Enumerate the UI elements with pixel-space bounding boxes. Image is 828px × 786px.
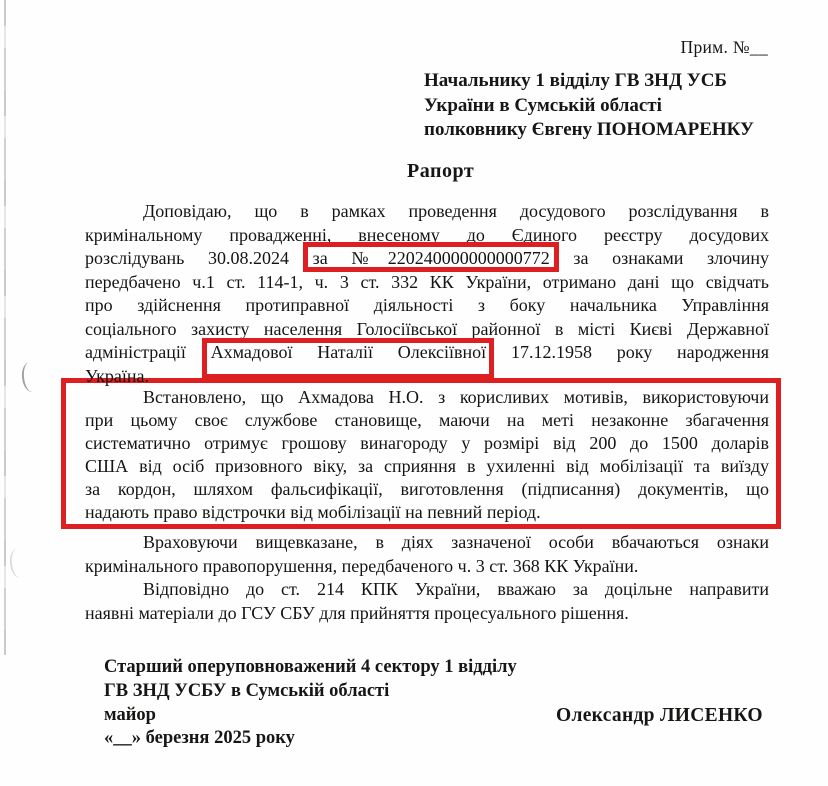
scan-curve-mark [20,361,41,393]
case-number-highlight-box: за №220240000000000772 [312,248,550,268]
text-line [85,224,769,248]
paragraph [85,578,769,625]
text-segment: за ознаками злочину [549,248,769,268]
text-line [85,318,769,342]
addressee-block [424,69,804,143]
text-segment: Встановлено, що Ахмадова Н.О. з корисливих мотивів, використовуючи [143,387,769,407]
text-segment: систематично отримує грошову винагороду у розмірі від 200 до 1500 доларів [85,433,769,453]
text-line [85,200,769,224]
text-line [85,271,769,295]
text-segment: Україна. [85,365,150,386]
text-segment: 17.12.1958 року народження [486,342,769,362]
text-segment: США від осіб призовного віку, за сприяння в ухиленні від мобілізації та виїзду [85,456,769,476]
text-segment: за кордон, шляхом фальсифікації, виготовлення (підписання) документів, що [85,479,769,499]
text-segment: про здійснення протиправної діяльності з боку начальника Управління [85,295,769,315]
text-line [85,578,769,602]
text-line [85,386,769,409]
scan-edge-artifact [4,0,6,655]
signature-date-line: «__» березня 2025 року [104,728,295,749]
text-segment: адміністрації [85,342,211,362]
text-segment: Відповідно до ст. 214 КПК України, вважаю за доцільне направити [143,579,769,599]
person-name-highlight-box: Ахмадової Наталії Олексіївної [210,342,487,362]
signatory-position-line-2: ГВ ЗНД УСБУ в Сумській області [104,680,390,701]
text-line [85,602,769,626]
text-segment: при цьому своє службове становище, маючи на меті незаконне збагачення [85,410,769,430]
text-segment: розслідувань 30.08.2024 [85,248,313,268]
signature-block [104,656,584,751]
text-line [85,432,769,455]
copy-number-note: Прим. №__ [680,37,768,57]
text-segment: кримінального правопорушення, передбаченого ч. 3 ст. 368 КК України. [85,555,639,576]
text-segment: надають право відстрочки від мобілізації на певний період. [85,502,541,522]
text-line [85,294,769,318]
paragraph [85,531,769,578]
document-title: Рапорт [407,160,475,182]
text-segment: соціального захисту населення Голосіївської районної в місті Києві Державної [85,318,769,339]
signatory-position-line-1: Старший оперуповноважений 4 сектору 1 відділу [104,657,517,677]
text-line [85,455,769,478]
text-line [85,247,769,271]
highlighted-paragraph [61,378,781,529]
text-line [85,409,769,432]
text-segment: Доповідаю, що в рамках проведення досудового розслідування в [143,201,769,221]
signatory-rank: майор [104,704,156,725]
paragraph [85,200,769,388]
document-body [85,200,769,625]
text-segment: передбачено ч.1 ст. 114-1, ч. 3 ст. 332 КК України, отримано дані що свідчать [85,271,769,292]
text-segment: Враховуючи вищевказане, в діях зазначеної особи вбачаються ознаки [143,532,769,552]
text-line [85,555,769,579]
addressee-line-1: Начальнику 1 відділу ГВ ЗНД УСБ [424,70,727,91]
text-segment: кримінальному провадженні, внесеному до Єдиного реєстру досудових [85,224,769,245]
text-segment: наявні матеріали до ГСУ СБУ для прийняття процесуального рішення. [85,602,629,623]
text-line [85,478,769,501]
addressee-line-3: полковнику Євгену ПОНОМАРЕНКУ [424,119,754,140]
text-line [85,501,769,524]
text-line [85,531,769,555]
text-line [85,341,769,365]
addressee-line-2: України в Сумській області [424,94,662,116]
scan-curve-mark-faint [8,547,29,579]
signatory-name: Олександр ЛИСЕНКО [556,705,763,726]
